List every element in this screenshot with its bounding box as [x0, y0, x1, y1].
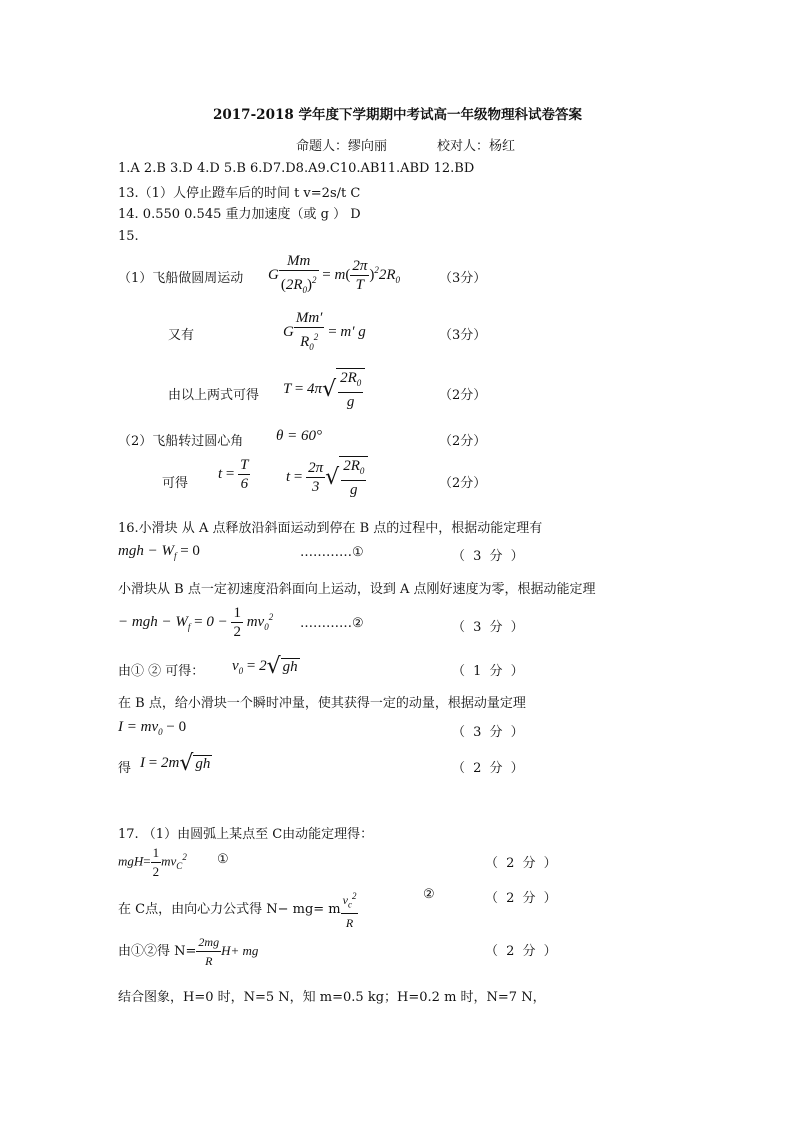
q16-line2: 小滑块从 B 点一定初速度沿斜面向上运动，设到 A 点刚好速度为零，根据动能定理 — [118, 582, 596, 597]
q15-eq3: T = 4π√ $\frac{2R_0}{g}$ — [283, 368, 365, 411]
q17-eq3-score: （ 2 分 ） — [485, 944, 559, 959]
q16-eq4: $I = mv_0 - 0$ — [118, 719, 187, 737]
q16-eq2-score: （ 3 分 ） — [452, 620, 526, 635]
q15-p3-score: （2分） — [439, 388, 487, 403]
q17-line2: 在 C点，由向心力公式得 N− mg= m $\frac{v_c^2}{R}$ — [118, 887, 358, 932]
q15-p5-label: 可得 — [162, 476, 189, 491]
q16-eq3: $v_0 = 2√$ gh — [232, 654, 298, 679]
mc-answers: 1.A 2.B 3.D 4.D 5.B 6.D7.D8.A9.C10.AB11.ABD 12.BD — [118, 161, 475, 176]
page-title: 2017-2018 学年度下学期期中考试高一年级物理科试卷答案 — [213, 107, 582, 123]
q17-eq1-score: （ 2 分 ） — [485, 856, 559, 871]
q14-answer: 14. 0.550 0.545 重力加速度（或 g ） D — [118, 207, 361, 222]
q16-line3-label: 由① ② 可得： — [118, 664, 205, 679]
q15-eq5b: t = $\frac{2\pi}{3}$ √ $\frac{2R_0}{g}$ — [286, 456, 368, 499]
q16-eq2: − mgh − $W_f = 0$ − $\frac{1}{2}$ $mv_0^2$ — [118, 605, 274, 640]
checker-line: 校对人：杨红 — [437, 139, 516, 154]
q15-eq2: G $\frac{Mm'}{R_0^2}$ = m′ g — [283, 310, 366, 352]
q16-eq1-mark: …………① — [300, 545, 364, 560]
q15-eq1: G $\frac{Mm}{(2R_0)^2}$ = m( $\frac{2\pi}{T}$ )$^22R_0$ — [268, 253, 401, 295]
q16-eq1: mgh − $W_f = 0$ — [118, 543, 200, 561]
q17-eq1-mark: ① — [217, 852, 229, 867]
q15-number: 15. — [118, 229, 139, 244]
q15-p2-score: （3分） — [439, 328, 487, 343]
q16-line5-label: 得 — [118, 761, 132, 776]
q16-eq1-score: （ 3 分 ） — [452, 549, 526, 564]
q16-eq2-mark: …………② — [300, 616, 364, 631]
q17-eq2-score: （ 2 分 ） — [485, 891, 559, 906]
q16-line3-score: （ 1 分 ） — [452, 664, 526, 679]
q15-p1-score: （3分） — [439, 271, 487, 286]
q16-line5-score: （ 2 分 ） — [452, 761, 526, 776]
q15-eq5a: t = $\frac{T}{6}$ — [218, 457, 249, 492]
q15-p4-label: （2）飞船转过圆心角 — [118, 434, 244, 449]
q17-eq1: mgH= $\frac{1}{2}$ $mv_C^2$ — [118, 845, 187, 879]
q16-eq5: I = 2m√ gh — [140, 751, 211, 776]
q16-line4: 在 B 点，给小滑块一个瞬时冲量，使其获得一定的动量，根据动量定理 — [118, 696, 526, 711]
q15-p1-label: （1）飞船做圆周运动 — [118, 271, 244, 286]
q15-p3-label: 由以上两式可得 — [168, 388, 260, 403]
q15-p5-score: （2分） — [439, 476, 487, 491]
q15-p4-score: （2分） — [439, 434, 487, 449]
q15-p4-eq: θ = 60° — [276, 428, 322, 444]
q17-line1: 17. （1）由圆弧上某点至 C由动能定理得： — [118, 827, 374, 842]
q17-line4: 结合图象，H=0 时，N=5 N，知 m=0.5 kg；H=0.2 m 时，N=7 N， — [118, 990, 546, 1005]
q15-p2-label: 又有 — [168, 328, 195, 343]
q16-eq4-score: （ 3 分 ） — [452, 725, 526, 740]
q13-answer: 13.（1）人停止蹬车后的时间 t v=2s/t C — [118, 186, 361, 201]
q16-line1: 16.小滑块 从 A 点释放沿斜面运动到停在 B 点的过程中，根据动能定理有 — [118, 521, 543, 536]
q17-eq2-mark: ② — [423, 887, 435, 902]
author-line: 命题人：缪向丽 — [296, 139, 388, 154]
q17-line3: 由①②得 N= $\frac{2mg}{R}$ H+ mg — [118, 935, 259, 968]
